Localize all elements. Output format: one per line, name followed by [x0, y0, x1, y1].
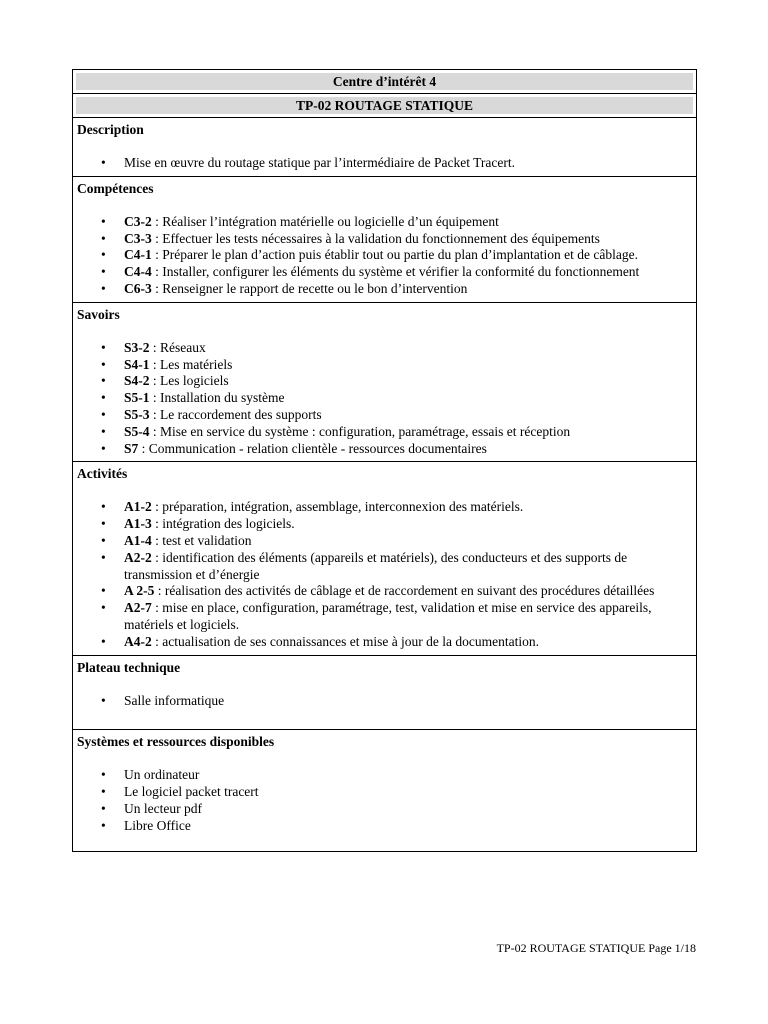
- item-separator: :: [151, 532, 163, 548]
- section-plateau: [73, 656, 696, 731]
- list-item: [77, 693, 692, 710]
- list-item: [77, 784, 692, 801]
- item-text: Le logiciel packet tracert: [124, 784, 259, 800]
- item-separator: :: [151, 264, 163, 280]
- sections-container: [73, 118, 696, 851]
- item-text: Un lecteur pdf: [124, 800, 202, 816]
- tp-title: TP-02 ROUTAGE STATIQUE: [76, 97, 693, 114]
- item-code: A2-2: [124, 549, 152, 565]
- item-code: S5-3: [124, 406, 150, 422]
- item-separator: :: [151, 280, 163, 296]
- item-code: A2-7: [124, 600, 152, 616]
- list-item: [77, 550, 692, 584]
- item-text: Un ordinateur: [124, 767, 200, 783]
- item-code: A4-2: [124, 633, 152, 649]
- item-code: S3-2: [124, 339, 150, 355]
- item-code: C3-2: [124, 213, 152, 229]
- item-code: S5-1: [124, 390, 150, 406]
- centre-interet-title: Centre d’intérêt 4: [76, 73, 693, 90]
- item-separator: :: [151, 516, 163, 532]
- item-text: Communication - relation clientèle - ressources documentaires: [148, 440, 487, 456]
- item-code: A1-2: [124, 499, 152, 515]
- list-item: [77, 373, 692, 390]
- item-text: Les matériels: [160, 356, 233, 372]
- list-item: [77, 340, 692, 357]
- bullet-list: [77, 340, 692, 458]
- item-code: A1-3: [124, 516, 152, 532]
- section-title: Compétences: [77, 180, 154, 196]
- item-separator: :: [151, 499, 163, 515]
- list-item: [77, 357, 692, 374]
- item-code: A 2-5: [124, 583, 155, 599]
- list-item: [77, 516, 692, 533]
- list-item: [77, 247, 692, 264]
- item-text: Installer, configurer les éléments du système et vérifier la conformité du fonctionnement: [162, 264, 640, 280]
- item-text: Salle informatique: [124, 692, 225, 708]
- item-code: S7: [124, 440, 139, 456]
- section-title: Activités: [77, 466, 128, 482]
- list-item: [77, 214, 692, 231]
- item-separator: :: [151, 230, 163, 246]
- item-text: Préparer le plan d’action puis établir tout ou partie du plan d’implantation et de câblage.: [162, 247, 638, 263]
- list-item: [77, 231, 692, 248]
- list-item: [77, 767, 692, 784]
- item-code: S4-2: [124, 373, 150, 389]
- item-code: C4-4: [124, 264, 152, 280]
- item-separator: :: [149, 390, 161, 406]
- list-item: [77, 281, 692, 298]
- item-text: Mise en service du système : configuration, paramétrage, essais et réception: [160, 423, 571, 439]
- item-separator: :: [149, 423, 161, 439]
- header-center-row: [73, 70, 696, 94]
- item-text: identification des éléments (appareils et matériels), des conducteurs et des supports de transmission et d’énergie: [124, 549, 628, 582]
- list-item: [77, 801, 692, 818]
- item-text: actualisation de ses connaissances et mise à jour de la documentation.: [162, 633, 540, 649]
- item-code: C4-1: [124, 247, 152, 263]
- page-footer: TP-02 ROUTAGE STATIQUE Page 1/18: [496, 941, 696, 955]
- section-savoirs: [73, 303, 696, 463]
- section-activites: [73, 462, 696, 655]
- item-text: Effectuer les tests nécessaires à la validation du fonctionnement des équipements: [162, 230, 600, 246]
- item-text: Installation du système: [160, 390, 285, 406]
- bullet-list: [77, 155, 692, 172]
- item-separator: :: [151, 247, 163, 263]
- item-text: mise en place, configuration, paramétrage, test, validation et mise en service des appareils, matériels et logiciels.: [124, 600, 652, 632]
- document-sheet: [72, 69, 697, 852]
- bullet-list: [77, 767, 692, 834]
- item-separator: :: [154, 583, 165, 599]
- section-title: Savoirs: [77, 306, 120, 322]
- item-code: S5-4: [124, 423, 150, 439]
- item-text: Le raccordement des supports: [160, 406, 322, 422]
- item-separator: :: [149, 339, 161, 355]
- bullet-list: [77, 499, 692, 650]
- item-separator: :: [151, 213, 163, 229]
- item-text: préparation, intégration, assemblage, interconnexion des matériels.: [162, 499, 524, 515]
- list-item: [77, 634, 692, 651]
- item-separator: :: [149, 406, 161, 422]
- item-separator: :: [149, 356, 161, 372]
- item-text: réalisation des activités de câblage et de raccordement en suivant des procédures détaillées: [164, 583, 655, 599]
- item-separator: :: [151, 633, 163, 649]
- list-item: [77, 583, 692, 600]
- item-text: Réaliser l’intégration matérielle ou logicielle d’un équipement: [162, 213, 499, 229]
- list-item: [77, 155, 692, 172]
- section-ressources: [73, 730, 696, 850]
- item-text: Renseigner le rapport de recette ou le bon d’intervention: [162, 280, 468, 296]
- list-item: [77, 600, 692, 634]
- list-item: [77, 390, 692, 407]
- item-code: A1-4: [124, 532, 152, 548]
- list-item: [77, 264, 692, 281]
- item-code: C6-3: [124, 280, 152, 296]
- item-code: S4-1: [124, 356, 150, 372]
- list-item: [77, 533, 692, 550]
- list-item: [77, 424, 692, 441]
- item-text: Libre Office: [124, 817, 191, 833]
- list-item: [77, 818, 692, 835]
- header-title-row: [73, 94, 696, 118]
- list-item: [77, 441, 692, 458]
- item-code: C3-3: [124, 230, 152, 246]
- item-separator: :: [138, 440, 149, 456]
- section-description: [73, 118, 696, 177]
- section-title: Description: [77, 122, 144, 137]
- section-title: Plateau technique: [77, 659, 181, 675]
- item-text: Réseaux: [160, 339, 206, 355]
- section-title: Systèmes et ressources disponibles: [77, 734, 275, 750]
- bullet-list: [77, 214, 692, 298]
- bullet-list: [77, 693, 692, 710]
- item-separator: :: [151, 600, 163, 616]
- item-text: Mise en œuvre du routage statique par l’intermédiaire de Packet Tracert.: [124, 155, 515, 170]
- item-separator: :: [149, 373, 161, 389]
- item-text: test et validation: [162, 532, 252, 548]
- section-competences: [73, 177, 696, 303]
- item-text: intégration des logiciels.: [162, 516, 295, 532]
- item-text: Les logiciels: [160, 373, 229, 389]
- list-item: [77, 407, 692, 424]
- item-separator: :: [151, 549, 163, 565]
- list-item: [77, 499, 692, 516]
